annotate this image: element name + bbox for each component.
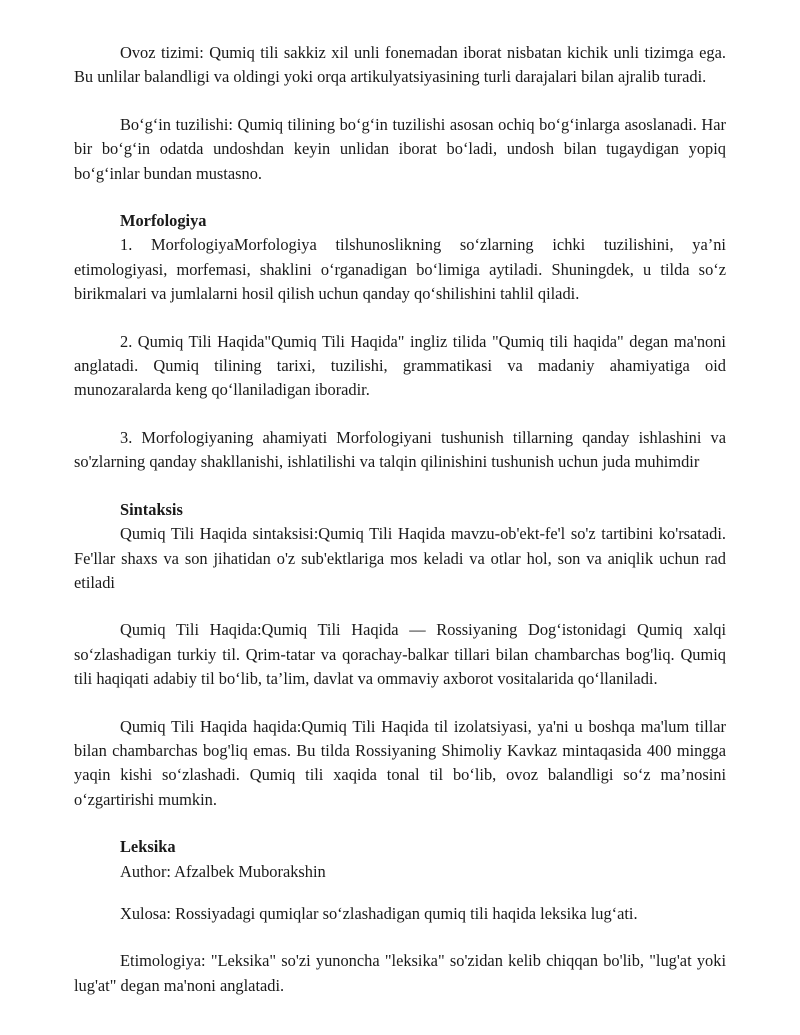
paragraph-morfologiya-1: 1. MorfologiyaMorfologiya tilshunoslikning so‘zlarning ichki tuzilishini, ya’ni etimologiyasi, morfemasi, shaklini o‘rganadigan bo‘limiga aytiladi. Shuningdek, u tilda so‘z birikmalari va jumlalarni hosil qilish uchun qanday qo‘shilishini tahlil qiladi. bbox=[74, 235, 726, 304]
heading-morfologiya: Morfologiya bbox=[120, 211, 207, 231]
paragraph-leksika-etimologiya: Etimologiya: "Leksika" so'zi yunoncha "leksika" so'zidan kelib chiqqan bo'lib, "lug'at yoki lug'at" degan ma'noni anglatadi. bbox=[74, 951, 726, 995]
paragraph-morfologiya-3: 3. Morfologiyaning ahamiyati Morfologiyani tushunish tillarning qanday ishlashini va so'zlarning qanday shakllanishi, ishlatilishi va talqin qilinishini tushunish uchun juda muhimdir bbox=[74, 427, 726, 472]
heading-sintaksis: Sintaksis bbox=[120, 499, 183, 519]
paragraph-bogin-tuzilishi: Bo‘g‘in tuzilishi: Qumiq tilining bo‘g‘in tuzilishi asosan ochiq bo‘g‘inlarga asoslanadi. Har bir bo‘g‘in odatda undoshdan keyin unlidan iborat bo‘ladi, undosh bilan tugaydigan yopiq bo‘g‘inlar bundan mustasno. bbox=[74, 114, 726, 183]
paragraph-morfologiya-2: 2. Qumiq Tili Haqida"Qumiq Tili Haqida" ingliz tilida "Qumiq tili haqida" degan ma'noni anglatadi. Qumiq tilining tarixi, tuzilishi, grammatikasi va madaniy ahamiyatiga oid munozaralarda keng qo‘llaniladigan iboradir. bbox=[74, 331, 726, 400]
paragraph-sintaksis-3: Qumiq Tili Haqida haqida:Qumiq Tili Haqida til izolatsiyasi, ya'ni u boshqa ma'lum tillar bilan chambarchas bog'liq emas. Bu tilda Rossiyaning Shimoliy Kavkaz mintaqasida 400 mingga yaqin kishi so‘zlashadi. Qumiq tili xaqida tonal til bo‘lib, ovoz balandligi so‘z ma’nosini o‘zgartirishi mumkin. bbox=[74, 716, 726, 809]
author-line: Author: Afzalbek Muborakshin bbox=[120, 861, 326, 881]
paragraph-ovoz-tizimi: Ovoz tizimi: Qumiq tili sakkiz xil unli fonemadan iborat nisbatan kichik unli tizimga ega. Bu unlilar balandligi va oldingi yoki orqa artikulyatsiyasining turli darajalari bilan ajralib turadi. bbox=[74, 43, 726, 87]
heading-leksika: Leksika bbox=[120, 837, 176, 857]
paragraph-sintaksis-2: Qumiq Tili Haqida:Qumiq Tili Haqida — Rossiyaning Dog‘istonidagi Qumiq xalqi so‘zlashadigan turkiy til. Qrim-tatar va qorachay-balkar tillari bilan chambarchas bog'liq. Qumiq tili haqiqati adabiy til bo‘lib, ta’lim, davlat va ommaviy axborot vositalarida qo‘llaniladi. bbox=[74, 620, 726, 689]
paragraph-sintaksis-1: Qumiq Tili Haqida sintaksisi:Qumiq Tili Haqida mavzu-ob'ekt-fe'l so'z tartibini ko'rsatadi. Fe'llar shaxs va son jihatidan o'z sub'ektlariga mos keladi va otlar hol, son va aniqlik uchun rad etiladi bbox=[74, 524, 726, 592]
paragraph-leksika-xulosa: Xulosa: Rossiyadagi qumiqlar so‘zlashadigan qumiq tili haqida leksika lug‘ati. bbox=[120, 903, 638, 923]
